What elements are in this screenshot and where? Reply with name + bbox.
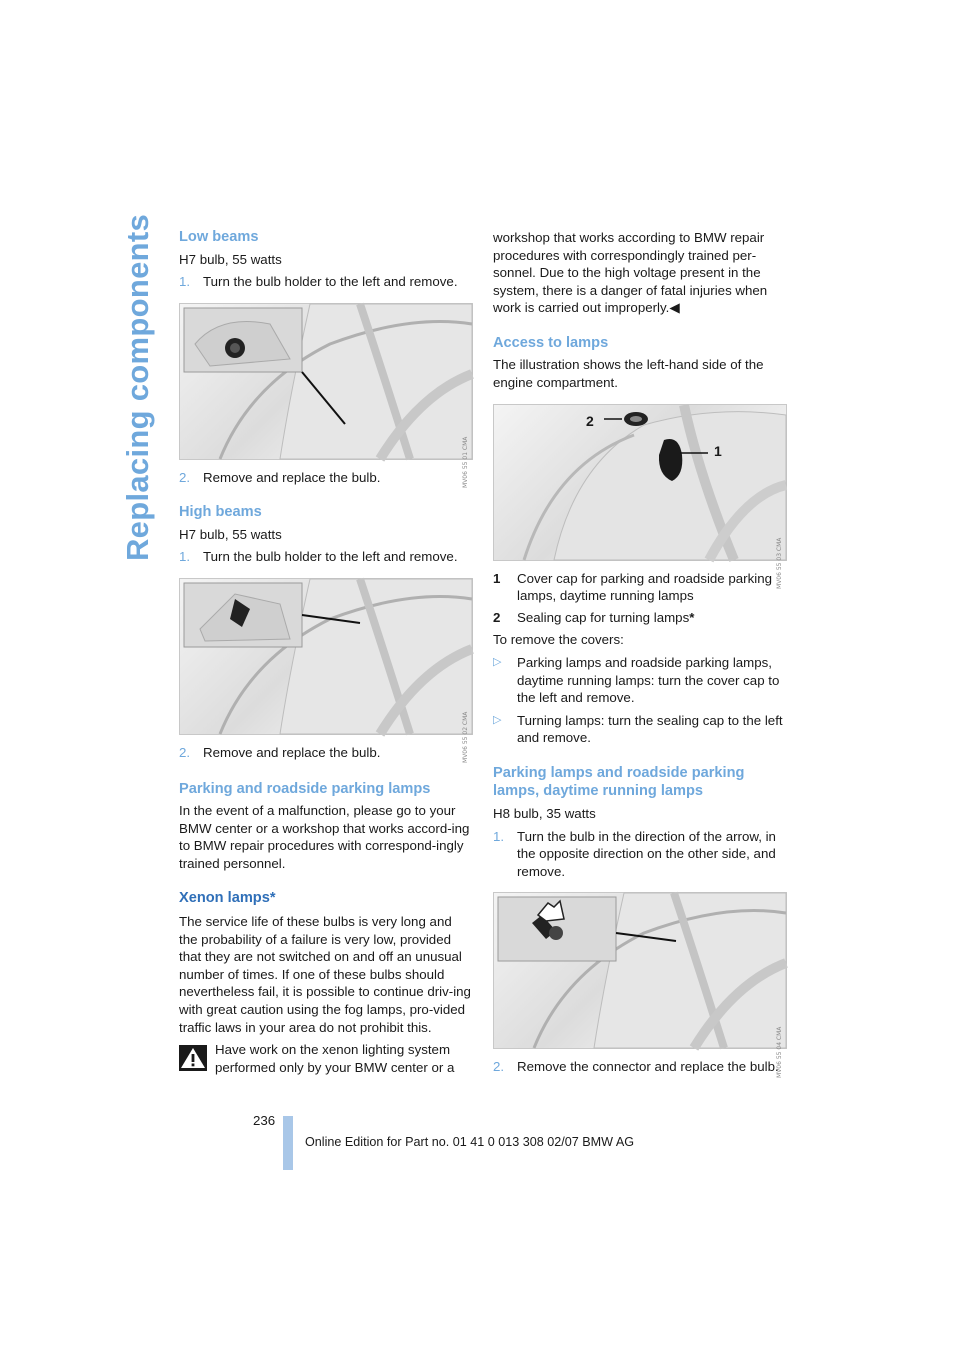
legend-number: 2 [493, 609, 501, 625]
access-to-lamps-heading: Access to lamps [493, 334, 609, 351]
low-beams-heading: Low beams [179, 229, 259, 245]
low-beams-step-2 [179, 469, 472, 487]
bullet-item-1 [493, 654, 786, 707]
step-text: Remove the connector and replace the bulb. [517, 1059, 779, 1075]
figure-code: MV06 55 01 CMA [461, 436, 469, 489]
footer-accent-bar [283, 1116, 293, 1170]
parking-drl-step-2 [493, 1058, 786, 1076]
legend-item-2 [493, 609, 786, 627]
step-number: 1. [493, 828, 505, 844]
figure-code: MV06 55 02 CMA [461, 711, 469, 764]
figure-code: MV06 55 04 CMA [775, 1026, 783, 1078]
parking-drl-spec: H8 bulb, 35 watts [493, 806, 596, 821]
bullet-marker-icon: ▷ [493, 656, 502, 669]
figure-code: MV06 55 03 CMA [775, 537, 783, 590]
bullet-item-2 [493, 712, 786, 747]
warning-continuation: workshop that works according to BMW repair procedures with correspondingly trained per-sonnel. Due to the high voltage present in the system, there is a danger of fatal injuries when work is carried out improperly.◀ [493, 230, 768, 316]
page-number: 236 [253, 1113, 276, 1128]
high-beams-spec: H7 bulb, 55 watts [179, 526, 282, 542]
low-beams-spec: H7 bulb, 55 watts [179, 251, 282, 267]
callout-label-1: 1 [714, 442, 722, 459]
chapter-side-title: Replacing components [120, 213, 155, 561]
bullet-text: Turning lamps: turn the sealing cap to the left and remove. [517, 712, 783, 746]
parking-drl-step-1 [493, 828, 786, 881]
parking-lamps-heading: Parking and roadside parking lamps [179, 780, 431, 797]
legend-text: Sealing cap for turning lamps [517, 609, 690, 625]
legend-number: 1 [493, 570, 501, 586]
step-number: 1. [179, 274, 191, 290]
left-column [179, 229, 472, 1076]
footer-edition-text: Online Edition for Part no. 01 41 0 013 308 02/07 BMW AG [305, 1135, 635, 1149]
bullet-text: Parking lamps and roadside parking lamps, daytime running lamps: turn the cover cap to the left and remove. [517, 655, 780, 706]
step-text: Turn the bulb holder to the left and remove. [203, 274, 458, 290]
parking-lamps-text: In the event of a malfunction, please go to your BMW center or a workshop that works accord-ing to BMW repair procedures with correspond-ingly trained personnel. [179, 803, 470, 871]
xenon-lamps-heading: Xenon lamps* [179, 890, 276, 907]
parking-drl-heading: Parking lamps and roadside parking lamps, daytime running lamps [493, 765, 745, 799]
low-beams-step-1 [179, 273, 472, 291]
remove-covers-intro: To remove the covers: [493, 632, 624, 648]
right-column [493, 229, 786, 1076]
step-text: Remove and replace the bulb. [203, 744, 381, 760]
xenon-warning [179, 1041, 472, 1076]
high-beams-heading: High beams [179, 504, 262, 521]
legend-text: Cover cap for parking and roadside parking lamps, daytime running lamps [517, 570, 773, 604]
access-to-lamps-text: The illustration shows the left-hand side of the engine compartment. [493, 357, 764, 391]
step-text: Turn the bulb in the direction of the arrow, in the opposite direction on the other side, and remove. [517, 828, 776, 879]
xenon-lamps-text: The service life of these bulbs is very long and the probability of a failure is very low, provided that they are not switched on and off an unusual number of times. If one of these bulbs should nevertheless fail, it is possible to continue driv-ing with great caution using the fog lamps, pro-vided traffic laws in your area do not prohibit this. [179, 913, 471, 1035]
step-text: Turn the bulb holder to the left and remove. [203, 549, 458, 565]
bullet-marker-icon: ▷ [493, 713, 502, 726]
high-beams-step-2 [179, 744, 472, 762]
legend-item-1 [493, 570, 786, 605]
step-number: 2. [179, 469, 191, 485]
step-number: 2. [179, 744, 191, 760]
warning-icon [179, 1041, 215, 1076]
callout-label-2: 2 [586, 412, 594, 429]
step-number: 2. [493, 1059, 505, 1075]
high-beams-step-1 [179, 548, 472, 566]
warning-text: Have work on the xenon lighting system performed only by your BMW center or a [215, 1042, 455, 1075]
step-number: 1. [179, 549, 191, 565]
legend-asterisk: * [689, 609, 695, 625]
step-text: Remove and replace the bulb. [203, 469, 381, 485]
